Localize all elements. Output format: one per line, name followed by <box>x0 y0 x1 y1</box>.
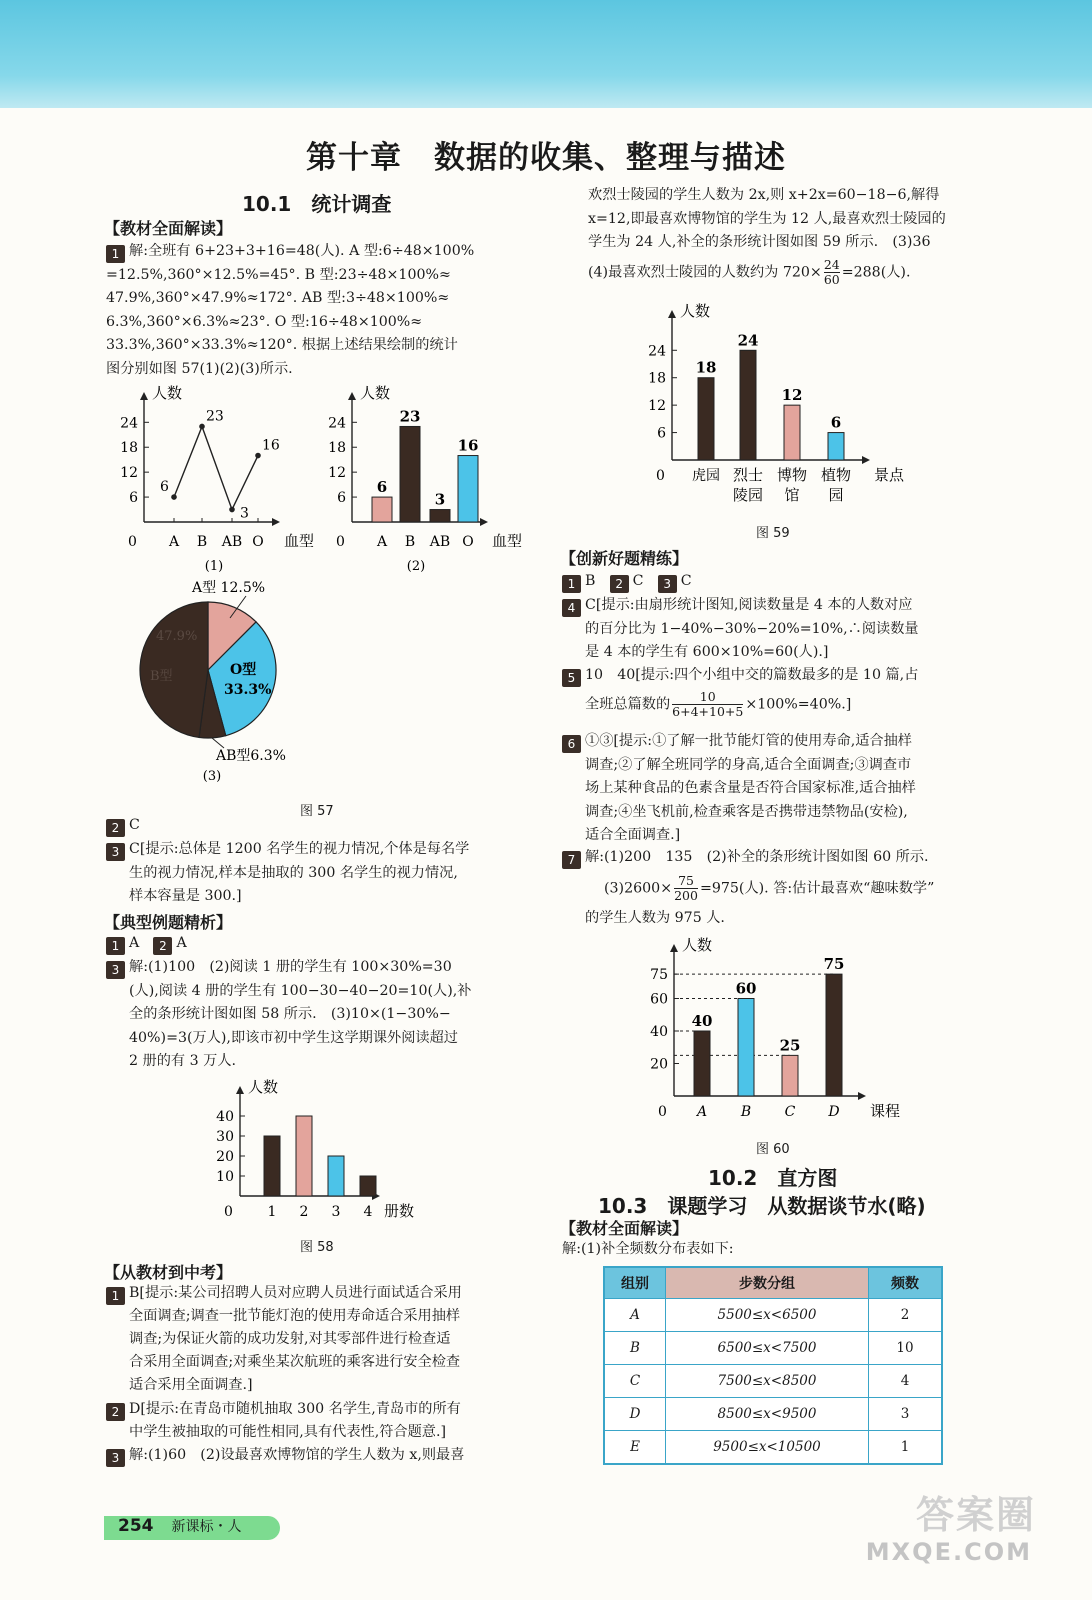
x-tick-label: B <box>196 534 208 550</box>
y-axis-arrow <box>668 310 676 318</box>
r1-line: 学生为 24 人,补全的条形统计图如图 59 所示. (3)36 <box>588 234 931 251</box>
y-tick-label: 6 <box>129 490 138 507</box>
c6-line: 适合全面调查.] <box>585 827 681 844</box>
example-3-line: 40%)=3(万人),即该市初中学生这学期课外阅读超过 <box>129 1029 458 1046</box>
table-row <box>604 1398 942 1431</box>
slice-label: A型 12.5% <box>192 580 266 596</box>
x-tick-label: A <box>376 534 388 550</box>
data-label: 23 <box>399 407 421 426</box>
bar <box>264 1136 280 1196</box>
data-label: 40 <box>691 1012 713 1030</box>
q-number-icon: 1 <box>106 245 125 263</box>
q-number-icon: 1 <box>106 1287 125 1305</box>
section-title-10-1: 10.1 统计调查 <box>242 192 392 216</box>
c5-line: 10 40[提示:四个小组中交的篇数最多的是 10 篇,占 <box>585 667 919 683</box>
y-tick-label: 75 <box>650 967 668 984</box>
x-tick-label: 植物 <box>820 466 852 484</box>
chapter-title: 第十章 数据的收集、整理与描述 <box>306 140 786 176</box>
innovative-5 <box>562 664 992 719</box>
y-axis-arrow <box>140 392 148 400</box>
fraction-denominator: 60 <box>823 272 840 287</box>
y-axis-label: 人数 <box>682 936 713 954</box>
answer-1-line: 图分别如图 57(1)(2)(3)所示. <box>106 360 293 377</box>
exam-3 <box>106 1444 532 1467</box>
bar-chart-scenic-spots <box>630 292 920 512</box>
example-3-line: 2 册的有 3 万人. <box>129 1053 237 1070</box>
example-3 <box>106 956 532 1074</box>
x-tick-label: O <box>252 534 264 550</box>
answer-1-line: 解:全班有 6+23+3+16=48(人). A 型:6÷48×100% <box>129 243 475 259</box>
slice-label: AB型6.3% <box>216 748 286 764</box>
q-number-icon: 7 <box>562 851 581 869</box>
fraction-numerator: 10 <box>699 688 716 704</box>
data-point <box>199 424 205 430</box>
c7-line: 的学生人数为 975 人. <box>585 909 725 926</box>
answer-3-line: 生的视力情况,样本是抽取的 300 名学生的视力情况, <box>129 864 458 881</box>
section-title-10-2: 10.2 直方图 <box>708 1166 838 1190</box>
q-number-icon: 4 <box>562 599 581 617</box>
answer-1-line: 33.3%,360°×33.3%≈120°. 根据上述结果绘制的统计 <box>106 337 458 354</box>
data-label: 75 <box>823 955 845 974</box>
origin-label: 0 <box>224 1204 233 1220</box>
x-axis-label: 血型 <box>284 532 315 550</box>
heading-textbook-2: 【教材全面解读】 <box>560 1219 689 1238</box>
example-3-line: 全的条形统计图如图 58 所示. (3)10×(1−30%− <box>129 1006 451 1023</box>
c7-line: 解:(1)200 135 (2)补全的条形统计图如图 60 所示. <box>585 849 929 865</box>
figure-caption-59: 图 59 <box>756 526 790 541</box>
y-tick-label: 10 <box>216 1169 234 1185</box>
origin-label: 0 <box>656 468 665 484</box>
exam-1-line: 调查;为保证火箭的成功发射,对其零部件进行检查适 <box>129 1331 451 1347</box>
exam-2-line: 中学生被抽取的可能性相同,具有代表性,符合题意.] <box>129 1424 447 1440</box>
bar <box>784 405 800 460</box>
table-cell: 3 <box>869 1398 943 1431</box>
innovative-4 <box>562 594 992 665</box>
heading-to-exam: 【从教材到中考】 <box>104 1263 233 1282</box>
fraction <box>672 690 743 719</box>
bar <box>458 456 478 522</box>
line-chart-blood-type <box>108 376 318 576</box>
table-row <box>604 1431 942 1465</box>
example-3-line: (人),阅读 4 册的学生有 100−30−40−20=10(人),补 <box>129 982 472 999</box>
y-axis-arrow <box>348 392 356 400</box>
table-cell: 2 <box>869 1299 943 1332</box>
c1-text: B <box>585 573 596 589</box>
example-1-text: A <box>129 935 140 951</box>
q-number-icon: 2 <box>106 819 125 837</box>
data-point <box>255 453 261 459</box>
example-3-line: 解:(1)100 (2)阅读 1 册的学生有 100×30%=30 <box>129 959 452 975</box>
exam-2-line: D[提示:在青岛市随机抽取 300 名学生,青岛市的所有 <box>129 1401 461 1417</box>
table-cell: 7500≤x<8500 <box>666 1365 869 1398</box>
q-number-icon: 1 <box>106 937 125 955</box>
x-tick-label: D <box>828 1104 840 1120</box>
c4-line: 是 4 本的学生有 600×10%=60(人).] <box>585 644 829 661</box>
c4-line: C[提示:由扇形统计图知,阅读数量是 4 本的人数对应 <box>585 597 913 613</box>
fraction-denominator: 200 <box>674 887 698 903</box>
exam-1-line: 合采用全面调查;对乘坐某次航班的乘客进行安全检查 <box>129 1354 461 1370</box>
heading-textbook: 【教材全面解读】 <box>104 219 233 238</box>
example-1-2 <box>106 932 532 956</box>
y-axis-arrow <box>670 944 678 952</box>
data-label: 6 <box>830 413 842 432</box>
table-cell: 1 <box>869 1431 943 1465</box>
bar <box>694 1031 710 1096</box>
data-point <box>171 494 177 500</box>
table-cell: D <box>604 1398 666 1431</box>
data-label: 23 <box>206 408 224 425</box>
answer-1 <box>106 240 532 382</box>
x-tick-label: 陵园 <box>732 486 764 504</box>
q-number-icon: 3 <box>106 1449 125 1467</box>
x-tick-label: B <box>740 1104 752 1120</box>
y-tick-label: 20 <box>216 1149 234 1165</box>
y-axis-arrow <box>236 1086 244 1094</box>
y-tick-label: 40 <box>216 1109 234 1125</box>
slice-label: B型 <box>150 669 173 684</box>
bar <box>360 1176 376 1196</box>
x-tick-label: 2 <box>299 1204 309 1220</box>
section-title-10-3: 10.3 课题学习 从数据谈节水(略) <box>598 1194 926 1218</box>
table-intro: 解:(1)补全频数分布表如下: <box>562 1241 734 1257</box>
data-label: 60 <box>735 979 757 998</box>
figure-caption-58: 图 58 <box>300 1240 334 1255</box>
table-cell: 10 <box>869 1332 943 1365</box>
x-tick-label: 虎园 <box>692 468 720 484</box>
innovative-1-3 <box>562 570 992 594</box>
fraction-numerator: 24 <box>823 257 840 272</box>
table-header-cell: 步数分组 <box>666 1267 869 1299</box>
answer-3-continued <box>588 184 988 255</box>
data-label: 6 <box>160 479 169 496</box>
leader-line <box>212 738 224 748</box>
heading-innovative: 【创新好题精练】 <box>560 549 689 568</box>
y-axis-label: 人数 <box>680 302 711 320</box>
table-row <box>604 1332 942 1365</box>
q-number-icon: 2 <box>610 575 629 593</box>
x-tick-label: 博物 <box>776 466 808 484</box>
y-axis-label: 人数 <box>248 1078 279 1096</box>
data-label: 3 <box>240 505 249 522</box>
x-axis-label: 课程 <box>870 1102 901 1120</box>
answer-1-line: 47.9%,360°×47.9%≈172°. AB 型:3÷48×100%≈ <box>106 290 450 307</box>
x-axis-label: 血型 <box>492 532 523 550</box>
data-label: 12 <box>781 386 803 405</box>
sub-caption: (1) <box>204 559 224 574</box>
page-number: 254 <box>118 1516 154 1536</box>
data-label: 6 <box>376 478 388 497</box>
q-number-icon: 3 <box>106 961 125 979</box>
c7-post: =975(人). 答:估计最喜欢“趣味数学” <box>699 880 935 897</box>
innovative-6 <box>562 730 992 848</box>
exam-1-line: B[提示:某公司招聘人员对应聘人员进行面试适合采用 <box>129 1285 462 1301</box>
x-tick-label: AB <box>429 534 451 550</box>
c6-line: 场上某种食品的色素含量是否符合国家标准,适合抽样 <box>585 780 916 797</box>
c3-text: C <box>680 573 692 589</box>
bar <box>328 1156 344 1196</box>
table-cell: 4 <box>869 1365 943 1398</box>
x-axis-label: 册数 <box>384 1202 415 1220</box>
x-tick-label: 1 <box>267 1204 277 1220</box>
innovative-7 <box>562 846 992 930</box>
y-tick-label: 6 <box>657 425 666 442</box>
q-number-icon: 5 <box>562 669 581 687</box>
y-tick-label: 6 <box>337 490 346 507</box>
bar <box>826 974 842 1096</box>
data-point <box>229 507 235 513</box>
r1-line: x=12,即最喜欢博物馆的学生为 12 人,最喜欢烈士陵园的 <box>588 210 946 227</box>
answer-3-part-4 <box>588 258 988 287</box>
table-cell: E <box>604 1431 666 1465</box>
c6-line: 调查;④坐飞机前,检查乘客是否携带违禁物品(安检), <box>585 803 908 820</box>
bar-chart-courses <box>636 930 916 1120</box>
q-number-icon: 2 <box>153 937 172 955</box>
table-header-row <box>604 1267 942 1299</box>
y-tick-label: 12 <box>328 465 346 482</box>
r1-line: 欢烈士陵园的学生人数为 2x,则 x+2x=60−18−6,解得 <box>588 187 940 203</box>
sub-caption: (2) <box>406 559 426 574</box>
bar <box>782 1055 798 1096</box>
x-tick-label: 烈士 <box>732 466 764 484</box>
answer-2 <box>106 814 532 838</box>
y-tick-label: 18 <box>328 440 346 457</box>
c5-pre: 全班总篇数的 <box>585 696 671 713</box>
c2-text: C <box>632 573 644 589</box>
figure-caption-60: 图 60 <box>756 1142 790 1157</box>
bar-chart-books-read <box>206 1072 426 1224</box>
sub-caption: (3) <box>202 769 222 784</box>
y-tick-label: 18 <box>648 370 666 387</box>
y-tick-label: 18 <box>120 440 138 457</box>
bar <box>698 378 714 460</box>
r2-pre: (4)最喜欢烈士陵园的人数约为 720× <box>588 264 822 281</box>
answer-1-line: =12.5%,360°×12.5%=45°. B 型:23÷48×100%≈ <box>106 266 451 283</box>
x-tick-label: 4 <box>363 1204 373 1220</box>
example-2-text: A <box>176 935 187 951</box>
answer-3 <box>106 838 532 909</box>
answer-2-text: C <box>129 817 140 833</box>
y-tick-label: 20 <box>650 1056 668 1073</box>
figure-caption-57: 图 57 <box>300 804 334 819</box>
fraction <box>824 258 840 287</box>
x-tick-label: AB <box>221 534 243 550</box>
x-axis-arrow <box>272 518 280 526</box>
answer-3-line: 样本容量是 300.] <box>129 888 242 905</box>
bar-chart-blood-type <box>316 376 526 576</box>
table-header-cell: 频数 <box>869 1267 943 1299</box>
c6-line: ①③[提示:①了解一批节能灯管的使用寿命,适合抽样 <box>585 733 912 749</box>
watermark-url: MXQE.COM <box>865 1538 1032 1566</box>
bar <box>828 433 844 460</box>
table-cell: B <box>604 1332 666 1365</box>
pie-chart-blood-type <box>120 576 320 786</box>
slice-label: 33.3% <box>224 682 272 698</box>
table-cell: A <box>604 1299 666 1332</box>
data-label: 24 <box>737 331 759 350</box>
answer-1-line: 6.3%,360°×6.3%≈23°. O 型:16÷48×100%≈ <box>106 313 423 330</box>
bar <box>296 1116 312 1196</box>
heading-examples: 【典型例题精析】 <box>104 913 233 932</box>
q-number-icon: 1 <box>562 575 581 593</box>
x-tick-label: C <box>784 1104 796 1120</box>
data-label: 16 <box>262 437 280 454</box>
c5-post: ×100%=40%.] <box>745 696 852 713</box>
slice-label: 47.9% <box>156 629 198 644</box>
c6-line: 调查;②了解全班同学的身高,适合全面调查;③调查市 <box>585 756 912 773</box>
y-tick-label: 60 <box>650 991 668 1008</box>
fraction <box>674 874 698 903</box>
x-tick-label: 3 <box>331 1204 341 1220</box>
exam-1 <box>106 1282 532 1397</box>
slice-label: O型 <box>230 662 257 678</box>
y-tick-label: 12 <box>648 398 666 415</box>
x-axis-arrow <box>480 518 488 526</box>
table-header-cell: 组别 <box>604 1267 666 1299</box>
answer-3-line: C[提示:总体是 1200 名学生的视力情况,个体是每名学 <box>129 841 470 857</box>
table-cell: 5500≤x<6500 <box>666 1299 869 1332</box>
exam-3-line: 解:(1)60 (2)设最喜欢博物馆的学生人数为 x,则最喜 <box>129 1447 465 1463</box>
table-cell: 8500≤x<9500 <box>666 1398 869 1431</box>
y-tick-label: 30 <box>216 1129 234 1145</box>
watermark-logo: 答案圈 <box>915 1493 1036 1537</box>
bar <box>740 350 756 460</box>
x-tick-label: O <box>462 534 474 550</box>
table-cell: C <box>604 1365 666 1398</box>
bar <box>430 510 450 522</box>
data-label: 25 <box>779 1036 801 1055</box>
bar <box>400 426 420 522</box>
table-row <box>604 1365 942 1398</box>
x-axis-arrow <box>862 456 870 464</box>
y-tick-label: 24 <box>120 415 138 432</box>
y-tick-label: 24 <box>648 343 666 360</box>
page-footer <box>104 1516 280 1540</box>
origin-label: 0 <box>336 534 345 550</box>
table-row <box>604 1299 942 1332</box>
y-axis-label: 人数 <box>360 384 391 402</box>
c7-pre: (3)2600× <box>604 880 673 897</box>
x-tick-label: A <box>168 534 180 550</box>
y-tick-label: 40 <box>650 1024 668 1040</box>
exam-1-line: 全面调查;调查一批节能灯泡的使用寿命适合采用抽样 <box>129 1308 461 1324</box>
top-color-band <box>0 0 1092 108</box>
r2-post: =288(人). <box>841 264 911 281</box>
series-line <box>174 426 258 509</box>
table-cell: 9500≤x<10500 <box>666 1431 869 1465</box>
data-label: 16 <box>457 436 479 455</box>
table-cell: 6500≤x<7500 <box>666 1332 869 1365</box>
bar <box>738 999 754 1097</box>
x-tick-label: 园 <box>828 486 844 504</box>
y-tick-label: 24 <box>328 415 346 432</box>
frequency-table <box>603 1266 943 1465</box>
x-axis-arrow <box>858 1092 866 1100</box>
fraction-numerator: 75 <box>678 872 694 888</box>
bar <box>372 497 392 522</box>
data-label: 3 <box>434 490 446 509</box>
q-number-icon: 3 <box>106 843 125 861</box>
exam-1-line: 适合采用全面调查.] <box>129 1377 253 1393</box>
fraction-denominator: 6+4+10+5 <box>672 703 744 719</box>
x-tick-label: A <box>696 1104 708 1120</box>
x-tick-label: B <box>404 534 416 550</box>
x-tick-label: 馆 <box>784 486 800 504</box>
data-label: 18 <box>695 358 717 377</box>
q-number-icon: 6 <box>562 735 581 753</box>
c4-line: 的百分比为 1−40%−30%−20%=10%,∴阅读数量 <box>585 620 919 637</box>
exam-2 <box>106 1398 532 1444</box>
x-axis-label: 景点 <box>874 466 905 484</box>
origin-label: 0 <box>128 534 137 550</box>
footer-series: 新课标・人 <box>171 1519 242 1535</box>
y-tick-label: 12 <box>120 465 138 482</box>
origin-label: 0 <box>658 1104 667 1120</box>
q-number-icon: 3 <box>658 575 677 593</box>
q-number-icon: 2 <box>106 1403 125 1421</box>
y-axis-label: 人数 <box>152 384 183 402</box>
